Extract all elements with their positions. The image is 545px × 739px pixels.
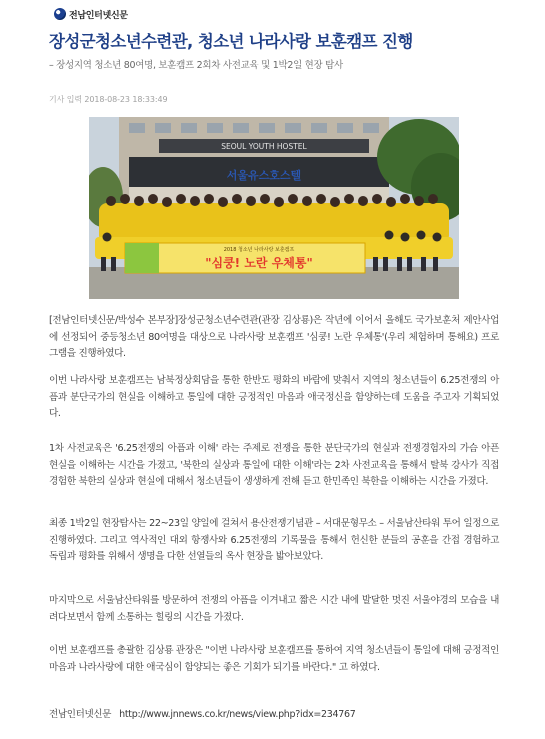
article-title: 장성군청소년수련관, 청소년 나라사랑 보훈캠프 진행 xyxy=(49,32,413,51)
article-source xyxy=(49,706,356,720)
article-paragraph: 이번 보훈캠프를 총괄한 김상룡 관장은 "이번 나라사랑 보훈캠프를 통하여 지역 청소년들이 통일에 대해 긍정적인 마음과 나라사랑에 대한 애국심이 함양되는 좋은 기회가 되기를 바란다." 고 하였다. xyxy=(49,645,499,673)
article-paragraph: 1차 사전교육은 '6.25전쟁의 아픔과 이해' 라는 주제로 전쟁을 통한 분단국가의 현실과 전쟁경험자의 가슴 아픈 현실을 이해하는 시간을 가졌고, '북한의 실상과 통일에 대한 이해'라는 2차 사전교육을 통해서 탈북 강사가 직접 경험한 북한의 실상과 현실에 대해서 청소년들이 생생하게 전해 듣고 한민족인 북한을 이해하는 시간을 가졌다. xyxy=(49,443,499,488)
article-paragraph: 마지막으로 서울남산타워를 방문하여 전쟁의 아픔을 이겨내고 짧은 시간 내에 발달한 멋진 서울야경의 모습을 내려다보면서 함께 소통하는 힐링의 시간을 가졌다. xyxy=(49,595,499,623)
article-byline: 기사 입력 2018-08-23 18:33:49 xyxy=(49,95,168,104)
article-subtitle: – 장성지역 청소년 80여명, 보훈캠프 2회차 사전교육 및 1박2일 현장 탐사 xyxy=(49,60,343,71)
building-sign-en: SEOUL YOUTH HOSTEL xyxy=(221,142,307,151)
article-paragraph: [전남인터넷신문/박성수 본부장]장성군청소년수련관(관장 김상룡)은 작년에 이어서 올해도 국가보훈처 제안사업에 선정되어 중등청소년 80여명을 대상으로 나라사랑 보훈캠프 '심쿵! 노란 우체통'(우리 체험하며 통해요) 프로그램을 진행하였다. xyxy=(49,315,499,360)
source-name: 전남인터넷신문 xyxy=(49,709,112,720)
building-sign-ko: 서울유스호스텔 xyxy=(226,169,302,182)
source-url-link[interactable]: http://www.jnnews.co.kr/news/view.php?idx=234767 xyxy=(119,709,356,720)
article-photo xyxy=(89,117,459,299)
logo-text: 전남인터넷신문 xyxy=(69,10,128,21)
group-photo-illustration xyxy=(89,117,459,299)
article-paragraph: 이번 나라사랑 보훈캠프는 남북정상회담을 통한 한반도 평화의 바람에 맞춰서 지역의 청소년들이 6.25전쟁의 아픔과 분단국가의 현실을 이해하고 통일에 대한 긍정적인 마음과 애국정신을 함양하는데 도움을 주고자 기획되었다. xyxy=(49,375,499,420)
banner-small-text: 2018 청소년 나라사랑 보훈캠프 xyxy=(223,247,295,253)
article-paragraph: 최종 1박2일 현장탐사는 22~23일 양일에 걸쳐서 용산전쟁기념관 – 서대문형무소 – 서울남산타워 투어 일정으로 진행하였다. 그리고 역사적인 대외 항쟁사와 6.25전쟁의 기록물을 통해서 헌신한 분들의 공훈을 간접 경험하고 독립과 평화를 위해서 생명을 다한 선열들의 옥사 현장을 밟아보았다. xyxy=(49,518,499,563)
masthead-logo[interactable] xyxy=(54,6,128,22)
banner-main-text: "심쿵! 노란 우체통" xyxy=(205,256,313,270)
newspaper-logo-icon xyxy=(54,8,66,20)
